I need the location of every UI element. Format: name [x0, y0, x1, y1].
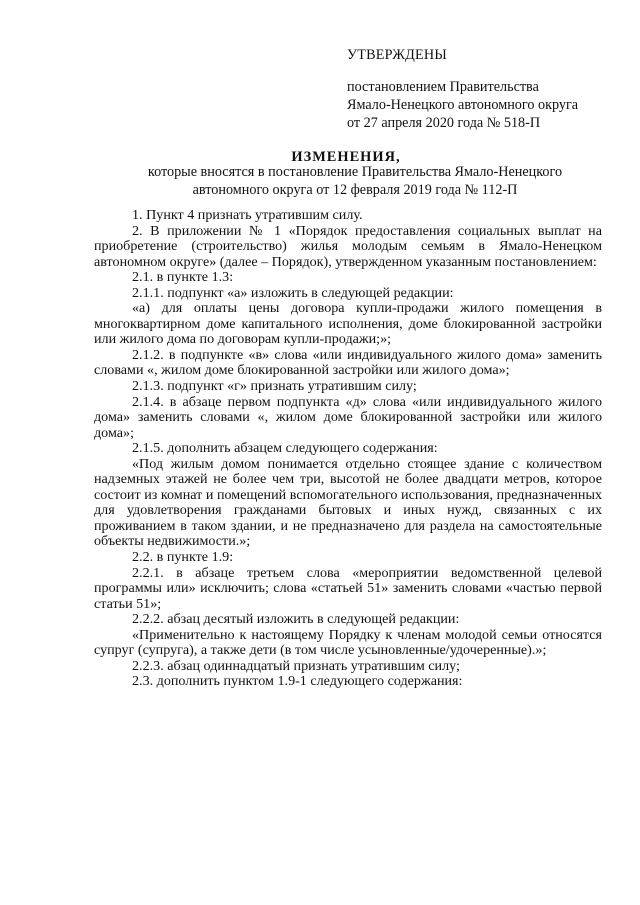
document-title: ИЗМЕНЕНИЯ,	[291, 149, 401, 165]
paragraph: 2.1.1. подпункт «а» изложить в следующей редакции:	[132, 284, 454, 301]
approval-line: постановлением Правительства	[347, 79, 539, 95]
paragraph: 2.3. дополнить пунктом 1.9-1 следующего содержания:	[132, 673, 463, 690]
paragraph: 2.2. в пункте 1.9:	[132, 549, 234, 566]
paragraph: 2.1.5. дополнить абзацем следующего содержания:	[132, 440, 438, 457]
paragraph: 2.2.3. абзац одиннадцатый признать утратившим силу;	[132, 657, 460, 674]
paragraph: «Применительно к настоящему Порядку к членам молодой семьи относятся супруг (супруга), а также дети (в том числе усыновленные/удочеренные).»;	[94, 626, 602, 659]
document-subtitle	[120, 163, 590, 199]
paragraph: 2. В приложении № 1 «Порядок предоставления социальных выплат на приобретение (строительство) жилья молодым семьям в Ямало-Ненецком автономном округе» (далее – Порядок), утвержденном указанным постановлением:	[94, 222, 602, 270]
paragraph: 2.2.1. в абзаце третьем слова «мероприятии ведомственной целевой программы или» исключить; слова «статьей 51» заменить словами «частью первой статьи 51»;	[94, 564, 602, 612]
paragraph: «а) для оплаты цены договора купли-продажи жилого помещения в многоквартирном доме капитального исполнения, доме блокированной застройки или жилого дома по договорам купли-продажи;»;	[94, 300, 602, 348]
paragraph: 2.2.2. абзац десятый изложить в следующей редакции:	[132, 611, 460, 628]
approval-block	[347, 46, 617, 132]
paragraph: 2.1. в пункте 1.3:	[132, 269, 234, 286]
paragraph: 2.1.2. в подпункте «в» слова «или индивидуального жилого дома» заменить словами «, жилом доме блокированной застройки или жилого дома»;	[94, 346, 602, 379]
paragraph: 1. Пункт 4 признать утратившим силу.	[132, 207, 363, 223]
subtitle-line: автономного округа от 12 февраля 2019 года № 112-П	[192, 182, 518, 198]
paragraph: 2.1.3. подпункт «г» признать утратившим силу;	[132, 378, 417, 395]
approval-line: от 27 апреля 2020 года № 518-П	[347, 115, 541, 131]
subtitle-line: которые вносятся в постановление Правительства Ямало-Ненецкого	[147, 164, 563, 180]
paragraph: «Под жилым домом понимается отдельно стоящее здание с количеством надземных этажей не более чем три, высотой не более двадцати метров, которое состоит из комнат и помещений вспомогательного использования, предназначенных для удовлетворения гражданами бытовых и иных нужд, связанных с их проживанием в таком здании, и не предназначено для раздела на самостоятельные объекты недвижимости.»;	[94, 455, 602, 550]
document-body	[94, 208, 602, 690]
approval-heading: УТВЕРЖДЕНЫ	[347, 47, 447, 63]
paragraph: 2.1.4. в абзаце первом подпункта «д» слова «или индивидуального жилого дома» заменить словами «, жилом доме блокированной застройки или жилого дома»;	[94, 393, 602, 441]
approval-line: Ямало-Ненецкого автономного округа	[347, 97, 579, 113]
